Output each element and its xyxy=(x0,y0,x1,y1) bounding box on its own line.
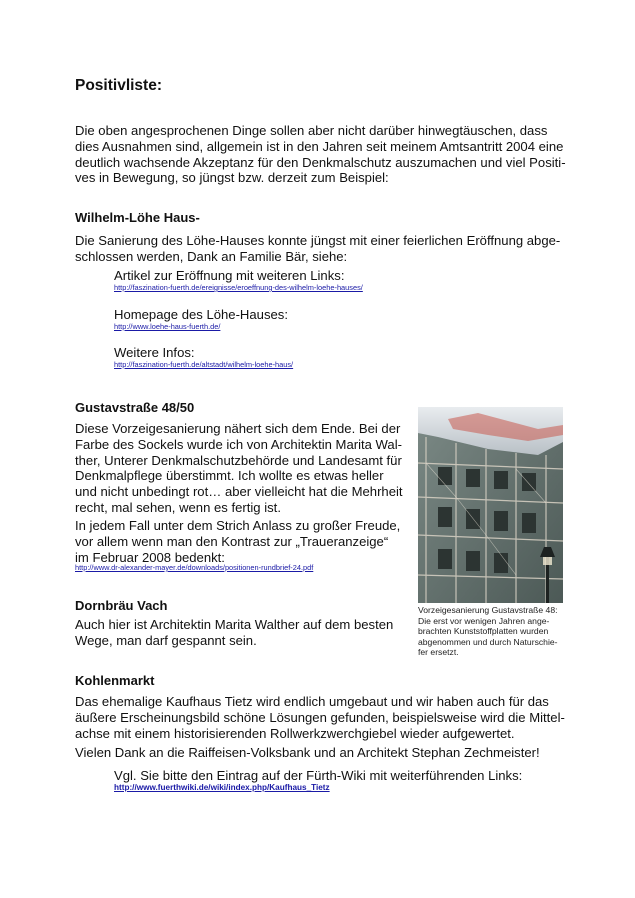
kohlenmarkt-line: Das ehemalige Kaufhaus Tietz wird endlich umgebaut und wir haben auch für das xyxy=(75,694,549,709)
scaffolded-facade-image xyxy=(418,407,563,603)
gustav-pdf-link[interactable]: http://www.dr-alexander-mayer.de/downloads/positionen-rundbrief-24.pdf xyxy=(75,563,314,572)
page-title: Positivliste: xyxy=(75,77,162,94)
caption-line: Die erst vor wenigen Jahren ange- xyxy=(418,615,550,626)
gustav-paragraph xyxy=(75,421,403,516)
loehe-item-label: Homepage des Löhe-Hauses: xyxy=(114,307,288,322)
gustav-line: In jedem Fall unter dem Strich Anlass zu großer Freude, xyxy=(75,518,401,533)
gustav-line: Diese Vorzeigesanierung nähert sich dem Ende. Bei der xyxy=(75,421,401,436)
gustav-line: recht, mal sehen, wenn es fertig ist. xyxy=(75,499,281,515)
gustav-line: Denkmalpflege überstimmt. Ich wollte es etwas heller xyxy=(75,468,384,484)
dornbraeu-line: Auch hier ist Architektin Marita Walther auf dem besten xyxy=(75,617,394,632)
kohlenmarkt-line: äußere Erscheinungsbild schöne Lösungen gefunden, beispielsweise wird die Mittel- xyxy=(75,709,565,725)
loehe-item-label: Weitere Infos: xyxy=(114,345,195,360)
intro-paragraph xyxy=(75,123,566,186)
intro-line: Die oben angesprochenen Dinge sollen aber nicht darüber hinwegtäuschen, dass xyxy=(75,123,548,138)
intro-line: ves in Bewegung, so jüngst bzw. derzeit zum Beispiel: xyxy=(75,170,389,186)
kohlenmarkt-line: achse mit einem historisierenden Rollwerkzwerchgiebel wieder aufgewertet. xyxy=(75,725,515,741)
caption-line: Vorzeigesanierung Gustavstraße 48: xyxy=(418,605,558,615)
loehe-paragraph xyxy=(75,233,560,265)
caption-line: brachten Kunststoffplatten wurden xyxy=(418,626,549,637)
gustav-line: im Februar 2008 bedenkt: xyxy=(75,549,225,565)
loehe-heading: Wilhelm-Löhe Haus- xyxy=(75,210,200,225)
gustav-line: Farbe des Sockels wurde ich von Architektin Marita Wal- xyxy=(75,436,402,452)
loehe-item-label: Artikel zur Eröffnung mit weiteren Links: xyxy=(114,268,345,283)
kohlenmarkt-thanks: Vielen Dank an die Raiffeisen-Volksbank und an Architekt Stephan Zechmeister! xyxy=(75,745,540,760)
photo-caption xyxy=(418,605,558,658)
loehe-homepage-link[interactable]: http://www.loehe-haus-fuerth.de/ xyxy=(114,322,221,331)
dornbraeu-heading: Dornbräu Vach xyxy=(75,598,168,613)
kohlenmarkt-paragraph xyxy=(75,694,565,741)
dornbraeu-line: Wege, man darf gespannt sein. xyxy=(75,632,257,648)
caption-line: fer ersetzt. xyxy=(418,647,459,658)
kohlenmarkt-heading: Kohlenmarkt xyxy=(75,673,155,688)
gustav-line: vor allem wenn man den Kontrast zur „Traueranzeige“ xyxy=(75,533,389,549)
gustav-heading: Gustavstraße 48/50 xyxy=(75,400,195,415)
gustav-paragraph-2 xyxy=(75,518,400,565)
dornbraeu-paragraph xyxy=(75,617,393,649)
loehe-line: Die Sanierung des Löhe-Hauses konnte jüngst mit einer feierlichen Eröffnung abge- xyxy=(75,233,561,248)
gustav-line: ther, Unterer Denkmalschutzbehörde und Landesamt für xyxy=(75,452,402,468)
loehe-line: schlossen werden, Dank an Familie Bär, siehe: xyxy=(75,248,348,264)
gustav-line: und nicht unbedingt rot… aber vielleicht hat die Mehrheit xyxy=(75,484,403,500)
building-photo xyxy=(418,407,563,603)
intro-line: deutlich wachsende Akzeptanz für den Denkmalschutz auszumachen und viel Positi- xyxy=(75,154,566,170)
fuerthwiki-link[interactable]: http://www.fuerthwiki.de/wiki/index.php/Kaufhaus_Tietz xyxy=(114,783,330,792)
loehe-info-link[interactable]: http://faszination-fuerth.de/altstadt/wilhelm-loehe-haus/ xyxy=(114,360,294,369)
intro-line: dies Ausnahmen sind, allgemein ist in den Jahren seit meinem Amtsantritt 2004 eine xyxy=(75,138,564,154)
caption-line: abgenommen und durch Naturschie- xyxy=(418,636,558,647)
loehe-article-link[interactable]: http://faszination-fuerth.de/ereignisse/eroeffnung-des-wilhelm-loehe-hauses/ xyxy=(114,283,363,292)
kohlenmarkt-reference: Vgl. Sie bitte den Eintrag auf der Fürth-Wiki mit weiterführenden Links: xyxy=(114,768,523,783)
